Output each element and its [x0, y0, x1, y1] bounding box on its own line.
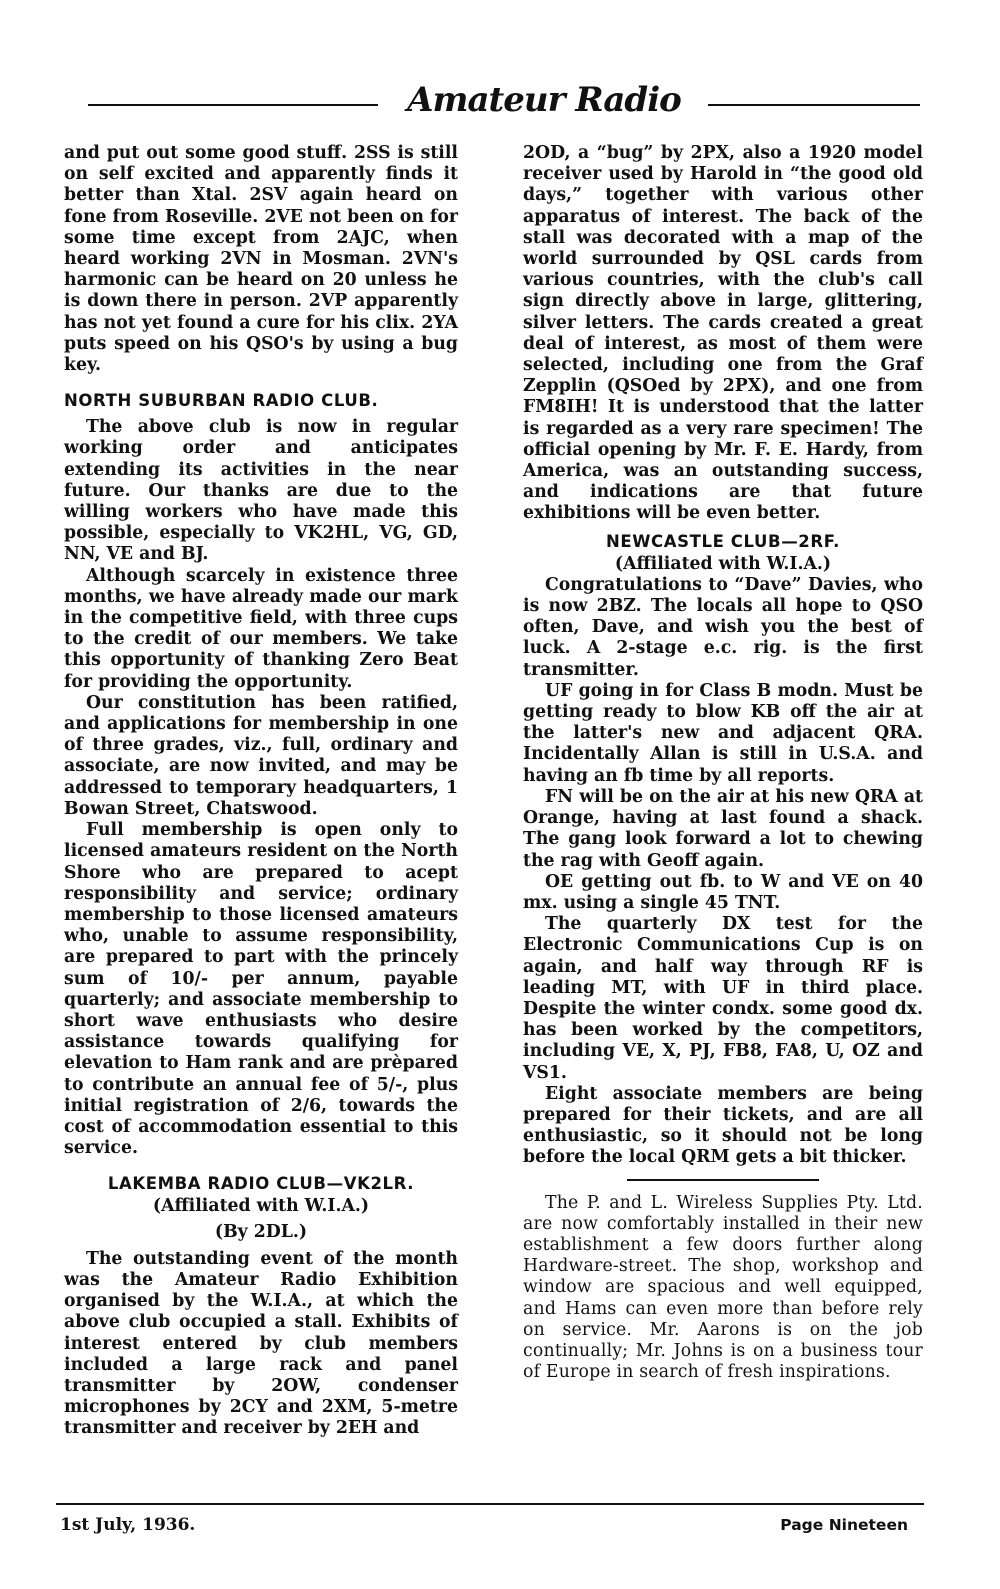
masthead	[88, 78, 920, 122]
lakemba-byline: (By 2DL.)	[214, 1221, 308, 1242]
north-suburban-paragraph-3: Our constitution has been ratified, and applications for membership in one of three grades, viz., full, ordinary and associate, are now invited, and may be addressed to temporary headquarters, 1 Bowan Street, Chatswood.	[64, 692, 458, 819]
footer-rule	[56, 1503, 924, 1505]
newcastle-paragraph-2: UF going in for Class B modn. Must be getting ready to blow KB off the air at the latter's new and adjacent QRA. Incidentally Allan is still in U.S.A. and having an fb time by all reports.	[523, 680, 923, 786]
right-column	[523, 143, 923, 1383]
newcastle-paragraph-3: FN will be on the air at his new QRA at Orange, having at last found a shack. The gang look forward a lot to chewing the rag with Geoff again.	[523, 786, 923, 871]
masthead-title: Amateur Radio	[407, 80, 681, 120]
newcastle-affiliation: (Affiliated with W.I.A.)	[614, 553, 832, 574]
notice-box	[523, 1193, 923, 1384]
masthead-rule-left	[88, 104, 378, 106]
newcastle-paragraph-1: Congratulations to “Dave” Davies, who is now 2BZ. The locals all hope to QSO often, Dave, and wish you the best of luck. A 2-stage e.c. rig. is the first transmitter.	[523, 574, 923, 680]
footer-page-number: Page Nineteen	[780, 1516, 908, 1534]
left-column	[64, 143, 458, 1440]
north-suburban-paragraph-4: Full membership is open only to licensed amateurs resident on the North Shore who are prepared to acept responsibility and service; ordinary membership to those licensed amateurs who, unable to assume responsibility, are prepared to part with the princely sum of 10/- per annum, payable quarterly; and associate membership to short wave enthusiasts who desire assistance towards qualifying for elevation to Ham rank and are prèpared to contribute an annual fee of 5/-, plus initial registration of 2/6, towards the cost of accommodation essential to this service.	[64, 820, 458, 1159]
notice-paragraph: The P. and L. Wireless Supplies Pty. Ltd. are now comfortably installed in their new establishment a few doors further along Hardware-street. The shop, workshop and window are spacious and well equipped, and Hams can even more than before rely on service. Mr. Aarons is on the job continually; Mr. Johns is on a business tour of Europe in search of fresh inspirations.	[523, 1192, 923, 1383]
lakemba-paragraph: The outstanding event of the month was the Amateur Radio Exhibition organised by the W.I.A., at which the above club occupied a stall. Exhibits of interest entered by club members included a large rack and panel transmitter by 2OW, condenser microphones by 2CY and 2XM, 5-metre transmitter and receiver by 2EH and	[64, 1248, 458, 1439]
masthead-rule-right	[708, 104, 920, 106]
newcastle-paragraph-4: OE getting out fb. to W and VE on 40 mx. using a single 45 TNT.	[523, 871, 923, 913]
footer-date: 1st July, 1936.	[60, 1515, 196, 1535]
north-suburban-heading: NORTH SUBURBAN RADIO CLUB.	[64, 391, 379, 411]
newcastle-heading: NEWCASTLE CLUB—2RF.	[605, 531, 841, 551]
lakemba-heading: LAKEMBA RADIO CLUB—VK2LR.	[107, 1174, 415, 1194]
north-suburban-paragraph-1: The above club is now in regular working order and anticipates extending its activities in the near future. Our thanks are due to the willing workers who have made this possible, especially to VK2HL, VG, GD, NN, VE and BJ.	[64, 417, 458, 565]
newcastle-paragraph-6: Eight associate members are being prepared for their tickets, and are all enthusiastic, so it should not be long before the local QRM gets a bit thicker.	[523, 1083, 923, 1168]
intro-paragraph: and put out some good stuff. 2SS is still on self excited and apparently finds it better than Xtal. 2SV again heard on fone from Roseville. 2VE not been on for some time except from 2AJC, when heard working 2VN in Mosman. 2VN's harmonic can be heard on 20 unless he is down there in person. 2VP apparently has not yet found a cure for his clix. 2YA puts speed on his QSO's by using a bug key.	[64, 143, 458, 376]
north-suburban-paragraph-2: Although scarcely in existence three months, we have already made our mark in the competitive field, with three cups to the credit of our members. We take this opportunity of thanking Zero Beat for providing the opportunity.	[64, 565, 458, 692]
newcastle-paragraph-5: The quarterly DX test for the Electronic Communications Cup is on again, and half way through RF is leading MT, with UF in third place. Despite the winter condx. some good dx. has been worked by the competitors, including VE, X, PJ, FB8, FA8, U, OZ and VS1.	[523, 914, 923, 1083]
lakemba-affiliation: (Affiliated with W.I.A.)	[152, 1196, 370, 1217]
section-divider	[627, 1179, 819, 1181]
lakemba-continued-paragraph: 2OD, a “bug” by 2PX, also a 1920 model receiver used by Harold in “the good old days,” together with various other apparatus of interest. The back of the stall was decorated with a map of the world surrounded by QSL cards from various countries, with the club's call sign directly above in large, glittering, silver letters. The cards created a great deal of interest, as most of them were selected, including one from the Graf Zepplin (QSOed by 2PX), and one from FM8IH! It is understood that the latter is regarded as a very rare specimen! The official opening by Mr. F. E. Hardy, from America, was an outstanding success, and indications are that future exhibitions will be even better.	[523, 143, 923, 524]
